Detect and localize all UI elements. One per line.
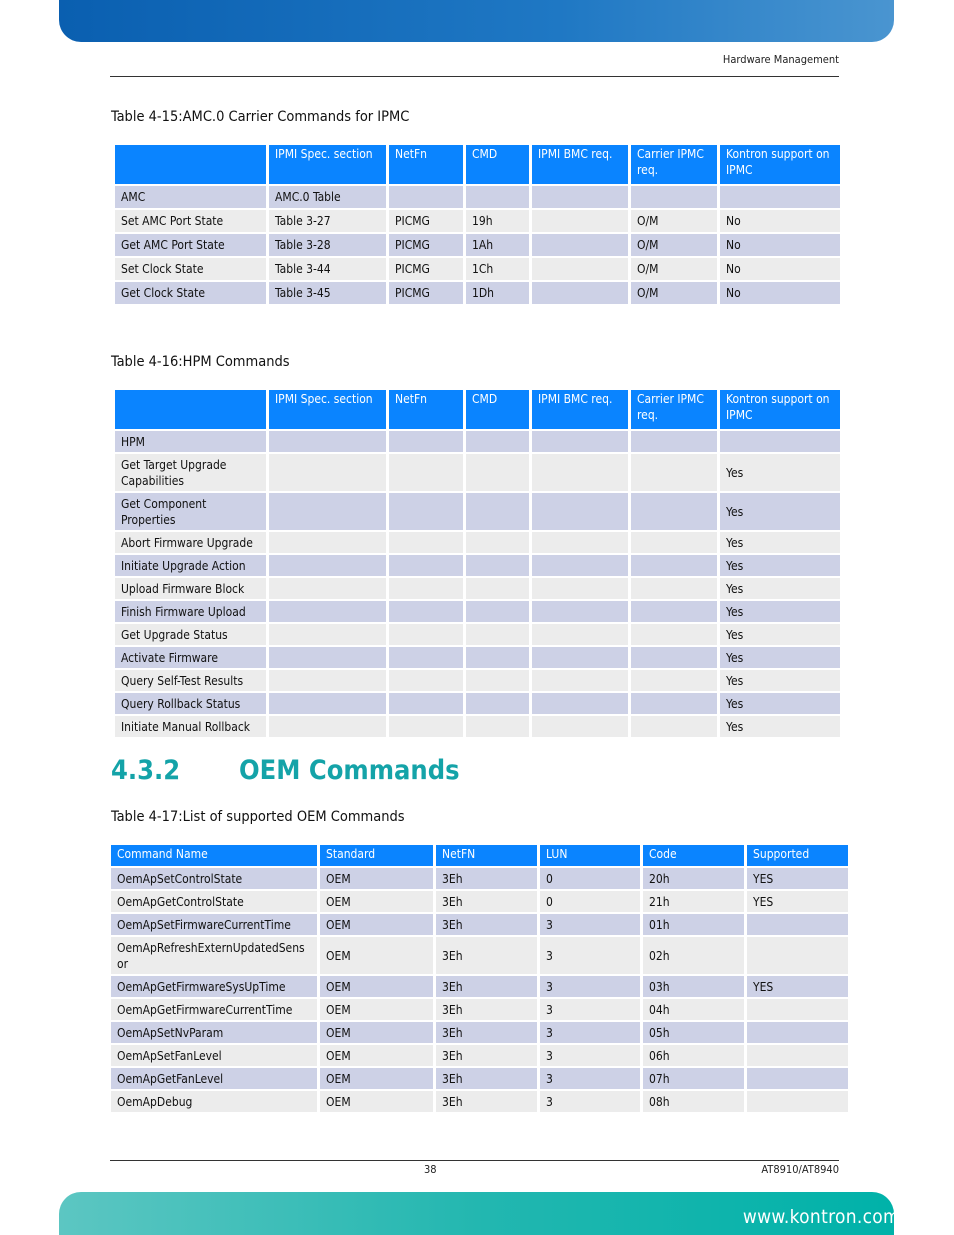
table-cell: Initiate Upgrade Action bbox=[115, 555, 266, 576]
table-cell bbox=[532, 493, 628, 530]
table-cell: Get Clock State bbox=[115, 282, 266, 304]
table-row bbox=[115, 186, 840, 208]
website-link[interactable]: www.kontron.com bbox=[742, 1206, 900, 1228]
table-row bbox=[115, 601, 840, 622]
table-cell bbox=[389, 431, 463, 452]
table-cell: YES bbox=[747, 976, 848, 997]
table-cell: 3Eh bbox=[436, 1091, 537, 1112]
column-header: NetFn bbox=[389, 390, 463, 429]
table-cell bbox=[631, 532, 717, 553]
table-cell: OEM bbox=[320, 891, 433, 912]
table-cell: 3Eh bbox=[436, 1022, 537, 1043]
table-cell: OEM bbox=[320, 914, 433, 935]
table-cell: 3Eh bbox=[436, 937, 537, 974]
table-cell: YES bbox=[747, 891, 848, 912]
table-row bbox=[111, 868, 848, 889]
column-header: IPMI BMC req. bbox=[532, 390, 628, 429]
table-cell bbox=[631, 493, 717, 530]
column-header bbox=[115, 145, 266, 184]
table-cell: OEM bbox=[320, 976, 433, 997]
table-cell bbox=[631, 555, 717, 576]
table-cell: 3 bbox=[540, 999, 640, 1020]
table-cell: 1Ah bbox=[466, 234, 529, 256]
table-cell: OemApSetFanLevel bbox=[111, 1045, 317, 1066]
footer-rule bbox=[110, 1160, 839, 1161]
table-cell: 19h bbox=[466, 210, 529, 232]
table-cell: Yes bbox=[720, 601, 840, 622]
table-cell bbox=[269, 647, 386, 668]
table-cell bbox=[466, 431, 529, 452]
table-cell bbox=[532, 234, 628, 256]
table-cell: OEM bbox=[320, 1022, 433, 1043]
table-cell bbox=[532, 601, 628, 622]
column-header: NetFN bbox=[436, 845, 537, 866]
hpm-commands-table bbox=[112, 388, 843, 739]
table-cell: AMC.0 Table bbox=[269, 186, 386, 208]
table-cell: PICMG bbox=[389, 210, 463, 232]
table-cell bbox=[466, 693, 529, 714]
table2-caption: Table 4-16:HPM Commands bbox=[111, 354, 290, 370]
table-cell: 07h bbox=[643, 1068, 744, 1089]
table-cell bbox=[269, 578, 386, 599]
table-cell bbox=[747, 1045, 848, 1066]
table-cell bbox=[532, 532, 628, 553]
table-cell bbox=[269, 555, 386, 576]
table-cell bbox=[532, 210, 628, 232]
column-header: CMD bbox=[466, 145, 529, 184]
table-cell bbox=[532, 555, 628, 576]
column-header bbox=[115, 390, 266, 429]
table-cell: 06h bbox=[643, 1045, 744, 1066]
table-cell bbox=[532, 258, 628, 280]
table-header-row bbox=[115, 145, 840, 184]
table-cell: 3 bbox=[540, 1068, 640, 1089]
table-cell: Upload Firmware Block bbox=[115, 578, 266, 599]
table-cell: O/M bbox=[631, 258, 717, 280]
table-row bbox=[115, 555, 840, 576]
table-cell: 3Eh bbox=[436, 1068, 537, 1089]
table-row bbox=[111, 891, 848, 912]
table-cell: 3 bbox=[540, 1022, 640, 1043]
table-cell bbox=[389, 670, 463, 691]
table-cell: Table 3-27 bbox=[269, 210, 386, 232]
table-cell: Set AMC Port State bbox=[115, 210, 266, 232]
table-cell: PICMG bbox=[389, 282, 463, 304]
table-cell: 3Eh bbox=[436, 999, 537, 1020]
table-cell bbox=[532, 716, 628, 737]
table-cell: Abort Firmware Upgrade bbox=[115, 532, 266, 553]
table-cell: YES bbox=[747, 868, 848, 889]
table-cell: Get Component Properties bbox=[115, 493, 266, 530]
table-cell: OEM bbox=[320, 1068, 433, 1089]
table-cell bbox=[532, 624, 628, 645]
table-cell: Query Self-Test Results bbox=[115, 670, 266, 691]
table-cell: HPM bbox=[115, 431, 266, 452]
table-cell: Get Upgrade Status bbox=[115, 624, 266, 645]
table-cell: OemApGetFirmwareSysUpTime bbox=[111, 976, 317, 997]
table-cell bbox=[466, 578, 529, 599]
table-cell bbox=[466, 532, 529, 553]
product-name: AT8910/AT8940 bbox=[761, 1163, 839, 1176]
table-cell bbox=[269, 431, 386, 452]
table-cell bbox=[631, 647, 717, 668]
table-cell: 3Eh bbox=[436, 976, 537, 997]
table-cell: 3 bbox=[540, 1045, 640, 1066]
table-cell: 0 bbox=[540, 868, 640, 889]
table-cell bbox=[631, 624, 717, 645]
table-cell bbox=[269, 532, 386, 553]
table-cell bbox=[466, 624, 529, 645]
table-cell: Activate Firmware bbox=[115, 647, 266, 668]
table-cell bbox=[747, 999, 848, 1020]
table-cell bbox=[269, 601, 386, 622]
table-cell: Yes bbox=[720, 532, 840, 553]
header-rule bbox=[110, 76, 839, 77]
table-cell: 3 bbox=[540, 976, 640, 997]
table-cell bbox=[466, 647, 529, 668]
column-header: Carrier IPMC req. bbox=[631, 145, 717, 184]
table-cell: O/M bbox=[631, 282, 717, 304]
column-header: LUN bbox=[540, 845, 640, 866]
table-row bbox=[115, 493, 840, 530]
table-row bbox=[115, 454, 840, 491]
table-cell: Yes bbox=[720, 670, 840, 691]
table-row bbox=[111, 1068, 848, 1089]
table-cell bbox=[466, 601, 529, 622]
table-cell: No bbox=[720, 210, 840, 232]
table-row bbox=[115, 532, 840, 553]
table-cell: OemApSetControlState bbox=[111, 868, 317, 889]
table-cell: Get AMC Port State bbox=[115, 234, 266, 256]
table-cell bbox=[631, 431, 717, 452]
table-cell bbox=[269, 693, 386, 714]
table-cell bbox=[631, 578, 717, 599]
table-cell bbox=[466, 670, 529, 691]
table-row bbox=[115, 258, 840, 280]
table-cell bbox=[631, 670, 717, 691]
header-section-title: Hardware Management bbox=[722, 53, 839, 66]
table-cell: 08h bbox=[643, 1091, 744, 1112]
table-cell: 02h bbox=[643, 937, 744, 974]
table-cell: PICMG bbox=[389, 234, 463, 256]
table-cell: OEM bbox=[320, 1091, 433, 1112]
table-cell: 21h bbox=[643, 891, 744, 912]
table-cell bbox=[466, 555, 529, 576]
table-header-row bbox=[111, 845, 848, 866]
table-cell: Finish Firmware Upload bbox=[115, 601, 266, 622]
table3-caption: Table 4-17:List of supported OEM Commands bbox=[111, 809, 405, 825]
table-row bbox=[111, 1045, 848, 1066]
table-cell: OemApGetControlState bbox=[111, 891, 317, 912]
table-cell: OemApSetFirmwareCurrentTime bbox=[111, 914, 317, 935]
table-row bbox=[115, 578, 840, 599]
table-cell: OemApRefreshExternUpdatedSensor bbox=[111, 937, 317, 974]
table-cell bbox=[631, 454, 717, 491]
table-row bbox=[115, 647, 840, 668]
table-cell bbox=[466, 716, 529, 737]
table-cell: 3Eh bbox=[436, 1045, 537, 1066]
table-row bbox=[111, 999, 848, 1020]
table-cell: Set Clock State bbox=[115, 258, 266, 280]
amc-carrier-commands-table bbox=[112, 143, 843, 306]
table-cell bbox=[532, 282, 628, 304]
table-cell bbox=[389, 555, 463, 576]
table-cell: OEM bbox=[320, 937, 433, 974]
table-cell: Yes bbox=[720, 693, 840, 714]
table-row bbox=[111, 976, 848, 997]
table-cell: Table 3-45 bbox=[269, 282, 386, 304]
table-cell bbox=[389, 578, 463, 599]
table-cell: Yes bbox=[720, 493, 840, 530]
section-number: 4.3.2 bbox=[111, 755, 181, 786]
table-cell bbox=[269, 624, 386, 645]
column-header: Kontron support on IPMC bbox=[720, 145, 840, 184]
table-cell bbox=[389, 716, 463, 737]
table-cell: Yes bbox=[720, 624, 840, 645]
table-cell: 1Dh bbox=[466, 282, 529, 304]
table-cell: 05h bbox=[643, 1022, 744, 1043]
table-cell: Yes bbox=[720, 578, 840, 599]
table-cell: OEM bbox=[320, 868, 433, 889]
table-cell bbox=[389, 454, 463, 491]
table-row bbox=[115, 693, 840, 714]
column-header: IPMI BMC req. bbox=[532, 145, 628, 184]
table-cell bbox=[532, 693, 628, 714]
table-cell: 01h bbox=[643, 914, 744, 935]
column-header: Command Name bbox=[111, 845, 317, 866]
table-cell: 3Eh bbox=[436, 891, 537, 912]
column-header: Supported bbox=[747, 845, 848, 866]
table-cell: Get Target Upgrade Capabilities bbox=[115, 454, 266, 491]
table-cell: AMC bbox=[115, 186, 266, 208]
table-cell: 3 bbox=[540, 937, 640, 974]
table-cell: Table 3-28 bbox=[269, 234, 386, 256]
table-row bbox=[111, 1091, 848, 1112]
table-cell: Yes bbox=[720, 555, 840, 576]
table-cell bbox=[389, 532, 463, 553]
table-cell bbox=[532, 431, 628, 452]
table-row bbox=[115, 670, 840, 691]
table-cell bbox=[532, 578, 628, 599]
table-cell: OemApSetNvParam bbox=[111, 1022, 317, 1043]
table-cell: 04h bbox=[643, 999, 744, 1020]
table-row bbox=[115, 210, 840, 232]
top-banner bbox=[59, 0, 894, 42]
table-cell bbox=[466, 493, 529, 530]
table-cell: 3 bbox=[540, 914, 640, 935]
column-header: IPMI Spec. section bbox=[269, 145, 386, 184]
table-cell: 03h bbox=[643, 976, 744, 997]
table-cell bbox=[747, 1091, 848, 1112]
table-header-row bbox=[115, 390, 840, 429]
table-cell: PICMG bbox=[389, 258, 463, 280]
table-cell: OEM bbox=[320, 1045, 433, 1066]
table-cell bbox=[631, 601, 717, 622]
table-cell: Yes bbox=[720, 454, 840, 491]
oem-commands-table bbox=[108, 843, 851, 1114]
table-cell: Initiate Manual Rollback bbox=[115, 716, 266, 737]
table-cell: 3Eh bbox=[436, 868, 537, 889]
column-header: IPMI Spec. section bbox=[269, 390, 386, 429]
table-cell bbox=[389, 647, 463, 668]
table-row bbox=[111, 914, 848, 935]
column-header: Kontron support on IPMC bbox=[720, 390, 840, 429]
table-cell bbox=[269, 670, 386, 691]
table-cell bbox=[631, 186, 717, 208]
table-cell bbox=[389, 693, 463, 714]
table-cell: O/M bbox=[631, 234, 717, 256]
column-header: Carrier IPMC req. bbox=[631, 390, 717, 429]
table-cell bbox=[269, 493, 386, 530]
table-cell bbox=[389, 601, 463, 622]
table-cell: O/M bbox=[631, 210, 717, 232]
table-cell: OemApGetFanLevel bbox=[111, 1068, 317, 1089]
table-row bbox=[115, 282, 840, 304]
table-cell bbox=[532, 670, 628, 691]
table-row bbox=[111, 1022, 848, 1043]
table-cell: 3Eh bbox=[436, 914, 537, 935]
table-row bbox=[115, 431, 840, 452]
table-cell: No bbox=[720, 234, 840, 256]
column-header: Code bbox=[643, 845, 744, 866]
table-cell bbox=[747, 914, 848, 935]
table-row bbox=[115, 624, 840, 645]
table-cell bbox=[747, 1068, 848, 1089]
table-cell: OemApDebug bbox=[111, 1091, 317, 1112]
table-cell bbox=[389, 493, 463, 530]
table-cell: 3 bbox=[540, 1091, 640, 1112]
column-header: Standard bbox=[320, 845, 433, 866]
table-cell bbox=[747, 1022, 848, 1043]
page-number: 38 bbox=[424, 1163, 437, 1176]
table-cell: 0 bbox=[540, 891, 640, 912]
table-cell bbox=[631, 716, 717, 737]
section-title: OEM Commands bbox=[239, 755, 460, 786]
column-header: CMD bbox=[466, 390, 529, 429]
table-row bbox=[111, 937, 848, 974]
table-cell bbox=[532, 186, 628, 208]
table-cell bbox=[389, 186, 463, 208]
table-cell: 20h bbox=[643, 868, 744, 889]
table-cell: Query Rollback Status bbox=[115, 693, 266, 714]
table-cell: Yes bbox=[720, 647, 840, 668]
table-cell bbox=[720, 186, 840, 208]
column-header: NetFn bbox=[389, 145, 463, 184]
table-cell: No bbox=[720, 258, 840, 280]
section-heading bbox=[111, 755, 460, 786]
table-cell: Yes bbox=[720, 716, 840, 737]
table-cell: OemApGetFirmwareCurrentTime bbox=[111, 999, 317, 1020]
table-row bbox=[115, 234, 840, 256]
table-cell bbox=[389, 624, 463, 645]
table-cell: OEM bbox=[320, 999, 433, 1020]
table-cell bbox=[269, 454, 386, 491]
table-row bbox=[115, 716, 840, 737]
table-cell bbox=[720, 431, 840, 452]
table-cell bbox=[747, 937, 848, 974]
table-cell: No bbox=[720, 282, 840, 304]
table-cell bbox=[466, 454, 529, 491]
table-cell bbox=[532, 647, 628, 668]
table-cell bbox=[466, 186, 529, 208]
table1-caption: Table 4-15:AMC.0 Carrier Commands for IPMC bbox=[111, 109, 410, 125]
table-cell bbox=[532, 454, 628, 491]
table-cell: Table 3-44 bbox=[269, 258, 386, 280]
table-cell: 1Ch bbox=[466, 258, 529, 280]
table-cell bbox=[269, 716, 386, 737]
table-cell bbox=[631, 693, 717, 714]
